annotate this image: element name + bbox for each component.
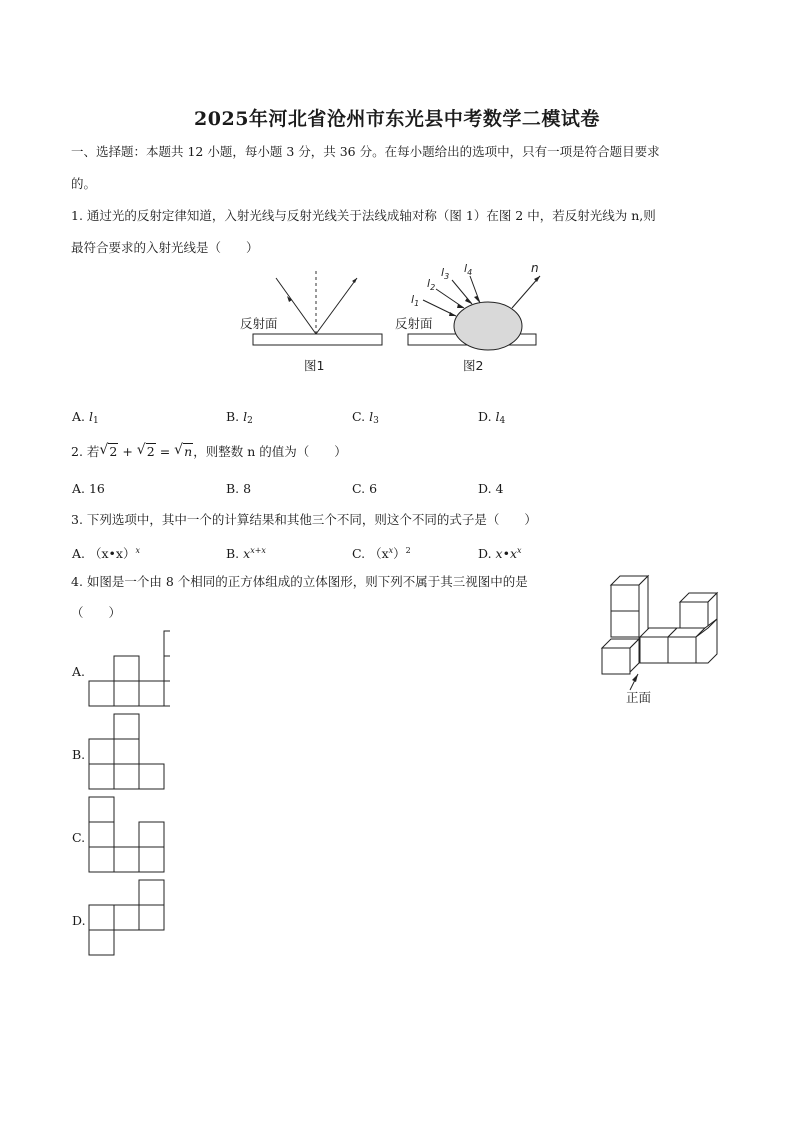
- ray-label-l4: l: [464, 262, 468, 275]
- grid-cell: [114, 905, 139, 930]
- ray-l2-arrow-icon: [457, 304, 464, 308]
- q4-option-c-grid[interactable]: [88, 796, 170, 874]
- grid-cell: [114, 714, 139, 739]
- q1-option-d[interactable]: [478, 408, 505, 430]
- q3-option-b[interactable]: [226, 542, 266, 563]
- option-letter: C.: [352, 546, 370, 561]
- grid-cell: [114, 847, 139, 872]
- ray-label-n: n: [531, 261, 539, 275]
- fig1-caption: 图1: [304, 358, 325, 373]
- option-letter: B.: [226, 409, 244, 424]
- option-letter: C.: [352, 409, 370, 424]
- option-sub: 2: [247, 416, 253, 426]
- option-var: l: [495, 409, 500, 424]
- ray-label-l2: l: [427, 277, 431, 290]
- fig2-caption: 图2: [463, 358, 484, 373]
- q1-figure-1: [236, 266, 386, 378]
- ray-label-l3-sub: 3: [444, 272, 450, 281]
- option-sub: 4: [499, 416, 506, 426]
- grid-cell: [114, 681, 139, 706]
- fig2-surface-label: 反射面: [395, 316, 433, 331]
- grid-cell: [164, 681, 170, 706]
- option-base: （x: [369, 546, 389, 561]
- option-inner-exp: x: [388, 546, 394, 555]
- section-heading-line2: 的。: [71, 176, 97, 191]
- option-var: l: [88, 409, 93, 424]
- q4-option-d-letter[interactable]: D.: [72, 913, 86, 928]
- q2-suffix: ，则整数 n 的值为（ ）: [193, 444, 347, 459]
- grid-cell: [139, 681, 164, 706]
- q2-option-a[interactable]: A. 16: [72, 481, 105, 496]
- ray-l2: [436, 289, 464, 308]
- grid-cell: [89, 764, 114, 789]
- radicand-1: 2: [109, 444, 118, 459]
- q3-option-d[interactable]: [478, 542, 522, 563]
- svg-text:l2: [427, 277, 435, 292]
- option-exp: x: [517, 546, 522, 555]
- grid-cell: [164, 631, 170, 656]
- option-close: ）: [393, 546, 406, 561]
- ray-label-l3: l: [441, 266, 445, 279]
- grid-cell: [89, 681, 114, 706]
- reflected-arrow-icon: [352, 278, 357, 283]
- option-letter: A.: [72, 546, 89, 561]
- q2-option-c[interactable]: C. 6: [352, 481, 378, 496]
- ray-label-l1: l: [411, 293, 415, 306]
- grid-cell: [139, 764, 164, 789]
- grid-cell: [89, 847, 114, 872]
- reflection-surface: [253, 334, 382, 345]
- ray-label-l4-sub: 4: [467, 268, 473, 277]
- grid-cell: [89, 905, 114, 930]
- option-exp: 2: [405, 546, 411, 555]
- option-sub: 1: [92, 416, 99, 426]
- svg-text:l3: [441, 266, 449, 281]
- radicand-2: 2: [146, 444, 155, 459]
- q1-option-a[interactable]: [72, 408, 99, 430]
- grid-cell: [139, 905, 164, 930]
- option-letter: D.: [478, 409, 496, 424]
- q3-text: 3. 下列选项中，其中一个的计算结果和其他三个不同，则这个不同的式子是（ ）: [71, 512, 537, 527]
- reflected-ray: [316, 278, 357, 334]
- option-sub: 3: [373, 416, 379, 426]
- incident-ray: [276, 278, 316, 334]
- q1-figure-2: [392, 258, 542, 378]
- option-var: l: [369, 409, 374, 424]
- ray-label-l1-sub: 1: [414, 299, 420, 308]
- ray-l3-arrow-icon: [465, 298, 472, 304]
- q1-text-line2: 最符合要求的入射光线是（ ）: [71, 240, 259, 255]
- option-letter: A.: [72, 409, 89, 424]
- ray-l1-arrow-icon: [449, 312, 456, 316]
- grid-cell: [114, 764, 139, 789]
- page-title: 2025年河北省沧州市东光县中考数学二模试卷: [194, 108, 600, 130]
- sqrt-3: √ n: [174, 442, 193, 459]
- front-label: 正面: [626, 690, 652, 705]
- q4-option-d-grid[interactable]: [88, 879, 170, 957]
- q2-option-b[interactable]: B. 8: [226, 481, 252, 496]
- grid-cell: [164, 656, 170, 681]
- q1-text-line1: 1. 通过光的反射定律知道，入射光线与反射光线关于法线成轴对称（图 1）在图 2 中，若反射光线为 n,则: [71, 208, 656, 223]
- radicand-3: n: [184, 444, 193, 459]
- grid-cell: [139, 822, 164, 847]
- option-letter: B.: [226, 546, 244, 561]
- q4-text-line2: （ ）: [71, 605, 122, 620]
- q4-option-b-grid[interactable]: [88, 713, 170, 791]
- q2-prefix: 2. 若: [71, 444, 100, 459]
- ray-l3: [452, 280, 472, 304]
- option-base: （x•x）: [88, 546, 136, 561]
- option-var: l: [243, 409, 248, 424]
- sqrt-1: √ 2: [99, 442, 118, 459]
- q2-text: [71, 443, 347, 461]
- grid-cell: [139, 847, 164, 872]
- option-exp: x: [135, 546, 140, 555]
- fig1-surface-label: 反射面: [240, 316, 278, 331]
- q4-option-b-letter[interactable]: B.: [72, 747, 86, 762]
- svg-text:l1: [411, 293, 419, 308]
- q4-cube-figure: [596, 572, 726, 708]
- q3-option-a[interactable]: [72, 542, 140, 563]
- ray-label-l2-sub: 2: [430, 283, 436, 292]
- grid-cell: [114, 656, 139, 681]
- q4-option-a-letter[interactable]: A.: [72, 664, 86, 679]
- plus-sign: +: [118, 444, 137, 459]
- q4-text-line1: 4. 如图是一个由 8 个相同的正方体组成的立体图形，则下列不属于其三视图中的是: [71, 574, 528, 589]
- svg-text:l4: [464, 262, 472, 277]
- grid-cell: [89, 822, 114, 847]
- q1-option-c[interactable]: [352, 408, 379, 430]
- option-exp: x+x: [250, 546, 266, 555]
- front-arrow-icon: [632, 674, 638, 682]
- cube-stack: [602, 576, 717, 674]
- option-letter: D.: [478, 546, 496, 561]
- grid-cell: [89, 797, 114, 822]
- section-heading-line1: 一、选择题：本题共 12 小题，每小题 3 分，共 36 分。在每小题给出的选项中，只有一项是符合题目要求: [71, 144, 660, 159]
- q1-option-b[interactable]: [226, 408, 253, 430]
- reflecting-body: [454, 302, 522, 350]
- sqrt-2: √ 2: [136, 442, 155, 459]
- q4-option-c-letter[interactable]: C.: [72, 830, 86, 845]
- grid-cell: [89, 930, 114, 955]
- option-base: x•x: [495, 546, 518, 561]
- q3-option-c[interactable]: [352, 542, 411, 563]
- grid-cell: [89, 739, 114, 764]
- grid-cell: [114, 739, 139, 764]
- q2-option-d[interactable]: D. 4: [478, 481, 504, 496]
- grid-cell: [139, 880, 164, 905]
- equals-sign: =: [155, 444, 175, 459]
- ray-l4: [470, 276, 480, 303]
- option-base: x: [243, 546, 251, 561]
- q4-option-a-grid[interactable]: [88, 630, 170, 708]
